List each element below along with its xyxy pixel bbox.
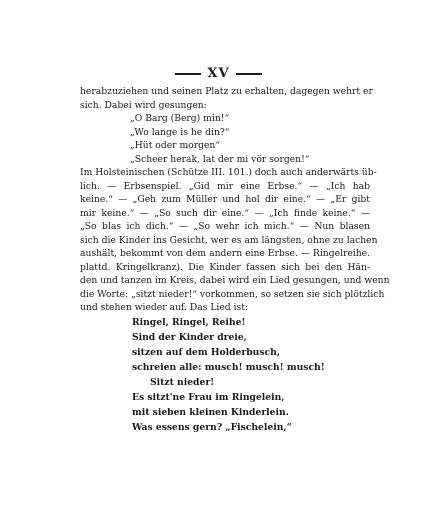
text-line: plattd. Kringelkranz). Die Kinder fassen sich bei den Hän- [80,262,370,273]
text-line: herabzuziehen und seinen Platz zu erhalten, dagegen wehrt er [80,86,373,97]
text-line: „So blas ich dich.“ — „So wehr ich mich.“ — Nun blasen [80,221,370,232]
header-rule-right [236,73,262,75]
verse-line: „Wo lange is he din?“ [130,127,230,138]
text-line: lich. — Erbsenspiel. „Gid mir eine Erbse.“ — „Ich hab [80,181,370,192]
text-line: und stehen wieder auf. Das Lied ist: [80,302,249,313]
verse-line: „O Barg (Berg) min!“ [130,113,230,124]
song-line: mit sieben kleinen Kinderlein. [132,407,289,418]
song-line: schreien alle: musch! musch! musch! [132,362,325,373]
song-line: Ringel, Ringel, Reihe! [132,317,246,328]
text-line: sich. Dabei wird gesungen: [80,100,207,111]
page-header [0,66,437,81]
song-line: Es sitzt'ne Frau im Ringelein, [132,392,285,403]
text-line: mir keine.“ — „So such dir eine.“ — „Ich finde keine.“ — [80,208,370,219]
text-line: den und tanzen im Kreis, dabei wird ein Lied gesungen, und wenn [80,275,390,286]
song-line: sitzen auf dem Holderbusch, [132,347,280,358]
text-line: Im Holsteinischen (Schütze III. 101.) doch auch anderwärts üb- [80,167,377,178]
text-line: die Worte: „sitzt nieder!“ vorkommen, so setzen sie sich plötzlich [80,289,385,300]
verse-line: „Hüt oder morgen“ [130,140,221,151]
header-rule-left [175,73,201,75]
song-line: Sind der Kinder dreie, [132,332,247,343]
song-line: Sitzt nieder! [150,377,215,388]
text-line: aushält, bekommt von dem andern eine Erbse. — Ringelreihe. [80,248,370,259]
verse-line: „Scheer herak, lat der mi vör sorgen!“ [130,154,310,165]
text-line: keine.“ — „Geh zum Müller und hol dir eine.“ — „Er gibt [80,194,370,205]
page-number: XV [207,66,230,81]
song-line: Was essens gern? „Fischelein,“ [132,422,292,433]
text-line: sich die Kinder ins Gesicht, wer es am längsten, ohne zu lachen [80,235,378,246]
